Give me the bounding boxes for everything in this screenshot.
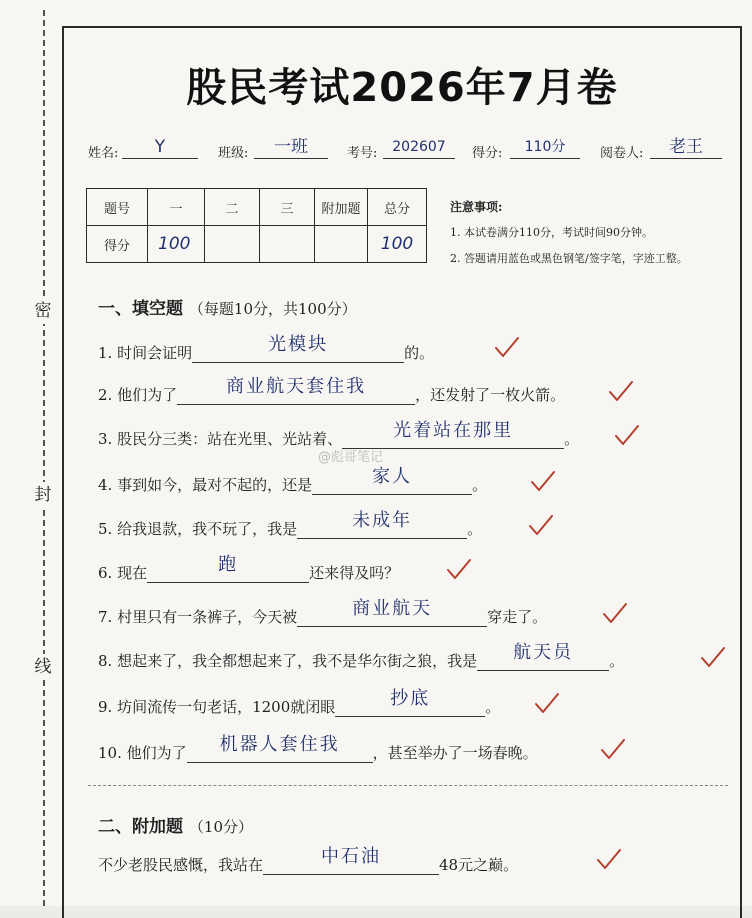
section-divider [88,785,728,786]
score-field [472,139,566,161]
answer-blank: 光模块 [192,334,404,363]
score-table-header: 附加题 [315,189,368,226]
question-text: 。 [564,430,580,448]
check-mark-icon [600,738,626,760]
score-table-header: 二 [205,189,260,226]
notes-heading: 注意事项: [450,200,503,214]
score-cell: 100 [148,226,205,263]
question-text: 。 [472,476,488,494]
watermark: @彪哥笔记 [318,450,384,465]
section2-title [98,812,253,837]
check-mark-icon [534,692,560,714]
question-text: 5. 给我退款，我不玩了，我是 [98,520,298,538]
question-text: 3. 股民分三类：站在光里、光站着、 [98,430,343,448]
answer-blank: 航天员 [477,642,609,671]
section1-title-text: 一、填空题 [98,299,183,319]
name-field [88,137,166,161]
question-text: 。 [467,520,483,538]
section2-title-text: 二、附加题 [98,817,183,837]
question-7 [98,598,547,626]
grader-label: 阅卷人: [600,146,644,161]
question-8 [98,642,624,670]
question-text: ，还发射了一枚火箭。 [415,386,566,404]
question-text: 4. 事到如今，最对不起的，还是 [98,476,313,494]
check-mark-icon [614,424,640,446]
question-6 [98,554,399,582]
answer-blank: 机器人套住我 [187,734,373,763]
question-1 [98,334,434,362]
name-value: Y [122,136,198,159]
bonus-question [98,846,518,874]
question-text: 。 [485,698,501,716]
exam-title: 股民考试2026年7月卷 [186,65,618,111]
score-table-header: 题号 [87,189,148,226]
question-text: 。 [609,652,625,670]
score-table-header: 三 [260,189,315,226]
binding-char-xian: 线 [30,654,56,680]
question-text: 6. 现在 [98,564,148,582]
check-mark-icon [528,514,554,536]
score-table-header: 总分 [368,189,427,226]
exam-notes [450,194,688,272]
class-field [218,137,308,161]
grader-value: 老王 [650,136,722,159]
exam-no-value: 202607 [383,136,455,159]
score-table-header: 一 [148,189,205,226]
question-text: 9. 坊间流传一句老话，1200就闭眼 [98,698,336,716]
question-10 [98,734,538,762]
score-table-value-row [87,226,427,263]
notes-item: 2. 答题请用蓝色或黑色钢笔/签字笔，字迹工整。 [450,252,688,265]
answer-blank: 商业航天套住我 [177,376,415,405]
section2-subtitle: （10分） [188,818,254,836]
name-label: 姓名: [88,146,119,161]
score-table-header-row [87,189,427,226]
question-text: 不少老股民感慨，我站在 [98,856,264,874]
question-text: 还来得及吗？ [309,564,400,582]
question-5 [98,510,482,538]
check-mark-icon [446,558,472,580]
check-mark-icon [530,470,556,492]
question-text: 7. 村里只有一条裤子，今天被 [98,608,298,626]
answer-blank: 家人 [312,466,472,495]
answer-blank: 抄底 [335,688,485,717]
question-text: 2. 他们为了 [98,386,178,404]
question-3 [98,420,579,448]
section1-title [98,294,357,319]
question-text: 的。 [404,344,435,362]
class-label: 班级: [218,146,249,161]
check-mark-icon [700,646,726,668]
grader-field [600,137,703,161]
score-cell [315,226,368,263]
check-mark-icon [602,602,628,624]
answer-blank: 未成年 [297,510,467,539]
check-mark-icon [596,848,622,870]
binding-dashed-line [43,10,45,906]
answer-blank: 中石油 [263,846,439,875]
check-mark-icon [608,380,634,402]
question-9 [98,688,500,716]
notes-item: 1. 本试卷满分110分，考试时间90分钟。 [450,226,653,239]
binding-char-mi: 密 [30,298,56,324]
question-text: 1. 时间会证明 [98,344,193,362]
question-text: ，甚至举办了一场春晚。 [372,744,538,762]
exam-no-field [347,139,446,161]
binding-char-feng: 封 [30,482,56,508]
score-cell: 100 [368,226,427,263]
score-label: 得分: [472,146,503,161]
score-value: 110分 [510,136,580,159]
question-text: 48元之巅。 [439,856,519,874]
question-text: 10. 他们为了 [98,744,187,762]
score-cell [205,226,260,263]
check-mark-icon [494,336,520,358]
question-text: 8. 想起来了，我全都想起来了，我不是华尔街之狼，我是 [98,652,478,670]
section1-subtitle: （每题10分，共100分） [188,300,357,318]
score-table [86,188,427,263]
question-text: 穿走了。 [487,608,548,626]
answer-blank: 跑 [147,554,309,583]
question-2 [98,376,565,404]
answer-blank: 光着站在那里 [342,420,564,449]
score-table-row-label: 得分 [87,226,148,263]
answer-blank: 商业航天 [297,598,487,627]
question-4 [98,466,487,494]
class-value: 一班 [254,136,328,159]
score-cell [260,226,315,263]
exam-no-label: 考号: [347,146,378,161]
